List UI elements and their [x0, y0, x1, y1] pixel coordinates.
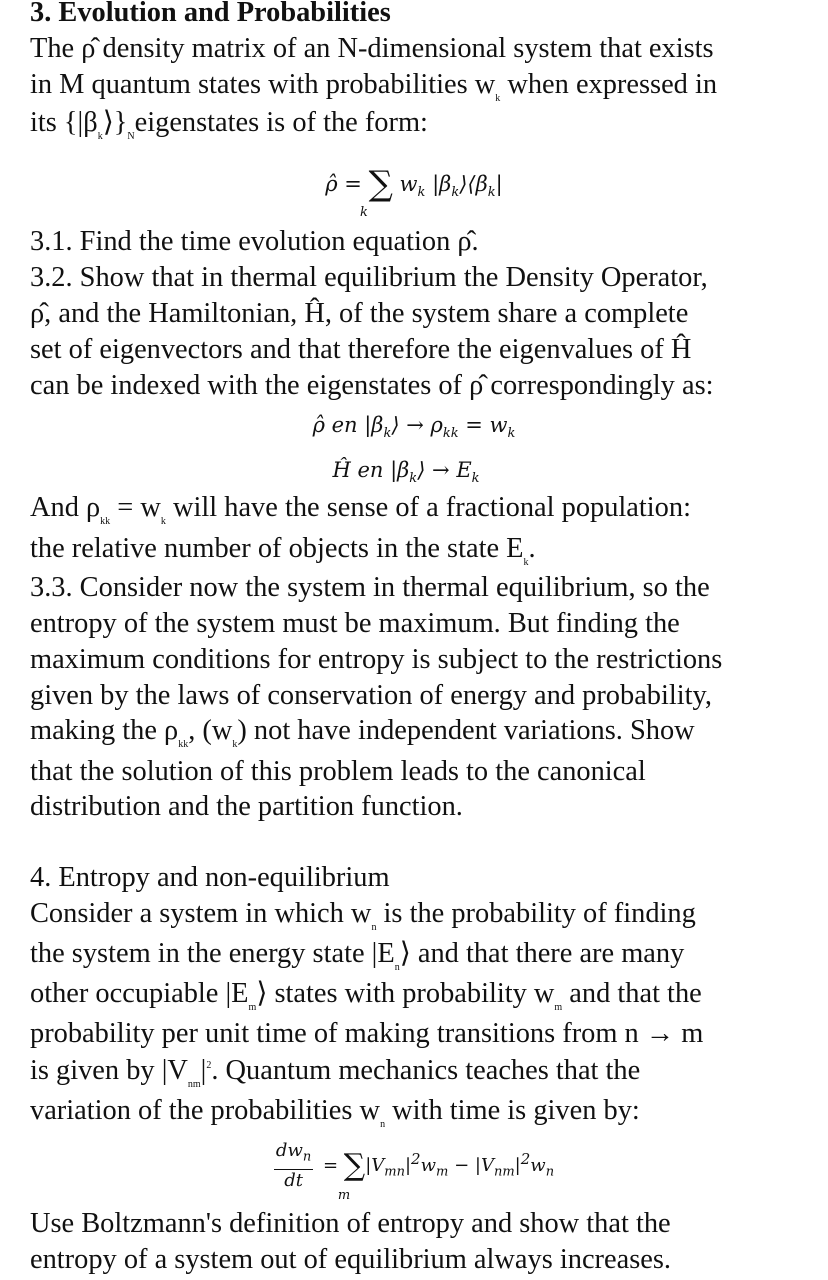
section-4-line-7: Use Boltzmann's definition of entropy and show that the	[30, 1208, 671, 1239]
master-equation: $\frac{dw_n}{dt}$ = $\sum|V_{mn}|^2w_m - |V_{nm}|^2w_n$	[275, 1140, 555, 1191]
question-3-3-line-5: making the $\rho_{kk}$, $(w_k)$ not have independent variations. Show	[30, 715, 695, 750]
fractional-population-line-2: the relative number of objects in the state $E_k$.	[30, 533, 536, 568]
section-4-line-8: entropy of a system out of equilibrium always increases.	[30, 1244, 671, 1275]
section-4-line-6: variation of the probabilities $w_n$ with time is given by:	[30, 1095, 640, 1130]
intro-line-1: The ρ̂ density matrix of an N-dimensional system that exists	[30, 33, 714, 64]
section-4-line-4: probability per unit time of making transitions from n → m	[30, 1018, 704, 1049]
fractional-population-line-1: And $\rho_{kk} = w_k$ will have the sense of a fractional population:	[30, 492, 691, 527]
section-4-title: 4. Entropy and non-equilibrium	[30, 862, 390, 893]
question-3-3-line-6: that the solution of this problem leads to the canonical	[30, 756, 646, 787]
intro-line-2: in M quantum states with probabilities $w_k$ when expressed in	[30, 69, 718, 104]
section-4-line-3: other occupiable $|E_m⟩$ states with probability $w_m$ and that the	[30, 978, 702, 1013]
section-4-line-5: is given by $|V_{nm}|^2$. Quantum mechanics teaches that the	[30, 1055, 641, 1090]
eq1-sum-index: k	[360, 205, 368, 220]
question-3-3-line-1: 3.3. Consider now the system in thermal equilibrium, so the	[30, 572, 710, 603]
question-3-2-line-1: 3.2. Show that in thermal equilibrium the Density Operator,	[30, 262, 708, 293]
question-3-3-line-4: given by the laws of conservation of energy and probability,	[30, 680, 712, 711]
question-3-1: 3.1. Find the time evolution equation ρ̂.	[30, 226, 479, 257]
question-3-3-line-3: maximum conditions for entropy is subject to the restrictions	[30, 644, 723, 675]
section-4-line-2: the system in the energy state $|E_n⟩$ and that there are many	[30, 938, 685, 973]
hamiltonian-eigenvalue-equation: Ĥ en $|\beta_k⟩ \to E_k$	[332, 458, 480, 487]
section-3-title: 3. Evolution and Probabilities	[30, 0, 391, 28]
density-eigenvalue-equation: ρ̂ en $|\beta_k⟩ \to \rho_{kk} = w_k$	[312, 413, 516, 442]
dwn-dt-fraction: $\frac{dw_n}{dt}$	[275, 1140, 312, 1191]
question-3-2-line-2: ρ̂, and the Hamiltonian, Ĥ, of the system share a complete	[30, 298, 689, 329]
section-4-line-1: Consider a system in which $w_n$ is the probability of finding	[30, 898, 696, 933]
intro-line-3: its $\{|\beta_k⟩\}_Neigenstates$ is of the form:	[30, 107, 428, 142]
question-3-3-line-2: entropy of the system must be maximum. But finding the	[30, 608, 680, 639]
question-3-2-line-4: can be indexed with the eigenstates of ρ̂ correspondingly as:	[30, 370, 714, 401]
question-3-3-line-7: distribution and the partition function.	[30, 791, 463, 822]
master-eq-sum-index: m	[337, 1188, 351, 1203]
density-matrix-equation: ρ̂ = ∑ $w_k$ $|\beta_k⟩⟨\beta_k|$	[325, 164, 503, 204]
question-3-2-line-3: set of eigenvectors and that therefore the eigenvalues of Ĥ	[30, 334, 692, 365]
